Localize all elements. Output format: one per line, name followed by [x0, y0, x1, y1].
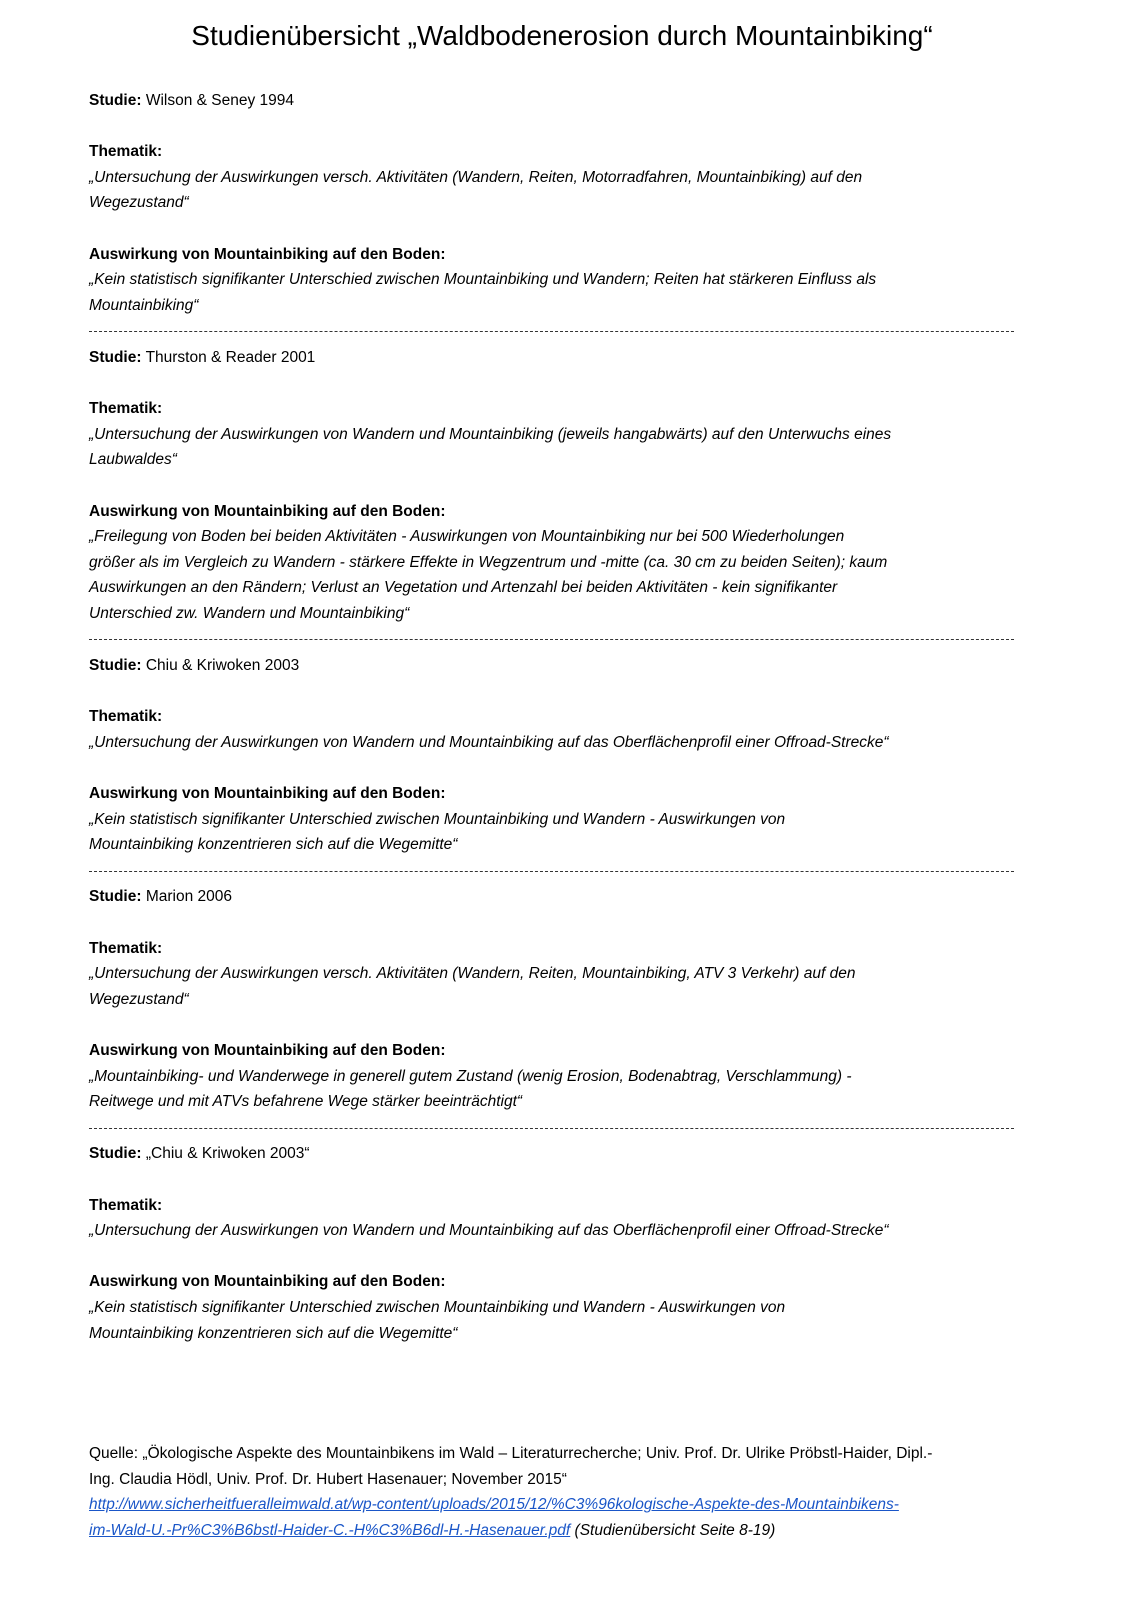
auswirkung-text: Auswirkungen an den Rändern; Verlust an Vegetation und Artenzahl bei beiden Aktivitäten - kein signifikanter — [89, 579, 838, 597]
spacer — [89, 910, 1029, 936]
spacer — [89, 114, 1029, 140]
auswirkung-text: „Kein statistisch signifikanter Unterschied zwischen Mountainbiking und Wandern; Reiten hat stärkeren Einfluss als — [89, 271, 877, 289]
study-label: Studie: — [89, 1145, 142, 1163]
study-heading — [89, 884, 1029, 910]
auswirkung-label: Auswirkung von Mountainbiking auf den Boden: — [89, 245, 446, 263]
source-citation — [89, 1441, 1029, 1543]
study-name: Chiu & Kriwoken 2003 — [145, 657, 300, 675]
page-note: (Studienübersicht Seite 8-19) — [574, 1521, 776, 1539]
auswirkung-text: Mountainbiking konzentrieren sich auf die Wegemitte“ — [89, 1324, 458, 1342]
study-list — [89, 88, 1029, 1346]
auswirkung-label: Auswirkung von Mountainbiking auf den Boden: — [89, 502, 446, 520]
auswirkung-text: größer als im Vergleich zu Wandern - stärkere Effekte in Wegzentrum und -mitte (ca. 30 cm zu beiden Seiten); kaum — [89, 553, 888, 571]
auswirkung-text: „Mountainbiking- und Wanderwege in generell gutem Zustand (wenig Erosion, Bodenabtrag, Verschlammung) - — [89, 1067, 852, 1085]
auswirkung-text: Reitwege und mit ATVs befahrene Wege stärker beeinträchtigt“ — [89, 1093, 523, 1111]
dashed-divider — [89, 626, 1014, 640]
source-line: Ing. Claudia Hödl, Univ. Prof. Dr. Hubert Hasenauer; November 2015“ — [89, 1470, 567, 1488]
thematik-text: „Untersuchung der Auswirkungen versch. Aktivitäten (Wandern, Reiten, Mountainbiking, ATV 3 Verkehr) auf den — [89, 965, 856, 983]
thematik-label: Thematik: — [89, 143, 163, 161]
dashed-divider — [89, 1115, 1014, 1129]
thematik-text: Wegezustand“ — [89, 990, 189, 1008]
thematik-text: „Untersuchung der Auswirkungen von Wandern und Mountainbiking (jeweils hangabwärts) auf den Unterwuchs eines — [89, 425, 892, 443]
auswirkung-text: Unterschied zw. Wandern und Mountainbiking“ — [89, 604, 410, 622]
auswirkung-label: Auswirkung von Mountainbiking auf den Boden: — [89, 1041, 446, 1059]
auswirkung-text: Mountainbiking konzentrieren sich auf die Wegemitte“ — [89, 836, 458, 854]
study-label: Studie: — [89, 348, 142, 366]
auswirkung-text: „Freilegung von Boden bei beiden Aktivitäten - Auswirkungen von Mountainbiking nur bei 500 Wiederholungen — [89, 528, 845, 546]
thematik-label: Thematik: — [89, 708, 163, 726]
study-entry — [89, 345, 1029, 640]
auswirkung-text: Mountainbiking“ — [89, 296, 199, 314]
spacer — [89, 473, 1029, 499]
thematik-text: „Untersuchung der Auswirkungen versch. Aktivitäten (Wandern, Reiten, Motorradfahren, Mountainbiking) auf den — [89, 168, 863, 186]
dashed-divider — [89, 318, 1014, 332]
auswirkung-text: „Kein statistisch signifikanter Unterschied zwischen Mountainbiking und Wandern - Auswirkungen von — [89, 1298, 786, 1316]
auswirkung-label: Auswirkung von Mountainbiking auf den Boden: — [89, 1273, 446, 1291]
spacer — [89, 216, 1029, 242]
study-heading — [89, 88, 1029, 114]
study-label: Studie: — [89, 888, 142, 906]
thematik-text: „Untersuchung der Auswirkungen von Wandern und Mountainbiking auf das Oberflächenprofil einer Offroad-Strecke“ — [89, 1222, 889, 1240]
thematik-label: Thematik: — [89, 939, 163, 957]
thematik-text: Wegezustand“ — [89, 194, 189, 212]
study-heading — [89, 653, 1029, 679]
auswirkung-text: „Kein statistisch signifikanter Unterschied zwischen Mountainbiking und Wandern - Auswirkungen von — [89, 810, 786, 828]
spacer — [89, 1167, 1029, 1193]
study-entry — [89, 1141, 1029, 1346]
study-entry — [89, 884, 1029, 1128]
study-label: Studie: — [89, 92, 142, 109]
spacer — [89, 1244, 1029, 1270]
source-link[interactable]: im-Wald-U.-Pr%C3%B6bstl-Haider-C.-H%C3%B6dl-H.-Hasenauer.pdf — [89, 1521, 571, 1539]
thematik-text: Laubwaldes“ — [89, 451, 177, 469]
page-title: Studienübersicht „Waldbodenerosion durch Mountainbiking“ — [191, 20, 933, 51]
auswirkung-label: Auswirkung von Mountainbiking auf den Boden: — [89, 785, 446, 803]
study-label: Studie: — [89, 657, 142, 675]
thematik-label: Thematik: — [89, 1196, 163, 1214]
study-name: Wilson & Seney 1994 — [145, 92, 295, 109]
dashed-divider — [89, 858, 1014, 872]
thematik-label: Thematik: — [89, 400, 163, 418]
spacer — [89, 1012, 1029, 1038]
thematik-text: „Untersuchung der Auswirkungen von Wandern und Mountainbiking auf das Oberflächenprofil einer Offroad-Strecke“ — [89, 733, 889, 751]
study-name: Marion 2006 — [145, 888, 233, 906]
spacer — [89, 755, 1029, 781]
source-line: Quelle: „Ökologische Aspekte des Mountainbikens im Wald – Literaturrecherche; Univ. Prof. Dr. Ulrike Pröbstl-Haider, Dipl.- — [89, 1445, 933, 1462]
study-name: Thurston & Reader 2001 — [145, 348, 316, 366]
spacer — [89, 679, 1029, 705]
spacer — [89, 371, 1029, 397]
study-entry — [89, 653, 1029, 872]
study-heading — [89, 1141, 1029, 1167]
study-heading — [89, 345, 1029, 371]
study-name: „Chiu & Kriwoken 2003“ — [145, 1145, 310, 1163]
study-entry — [89, 88, 1029, 332]
source-link[interactable]: http://www.sicherheitfueralleimwald.at/wp-content/uploads/2015/12/%C3%96kologische-Aspekte-des-Mountainbikens- — [89, 1496, 899, 1514]
